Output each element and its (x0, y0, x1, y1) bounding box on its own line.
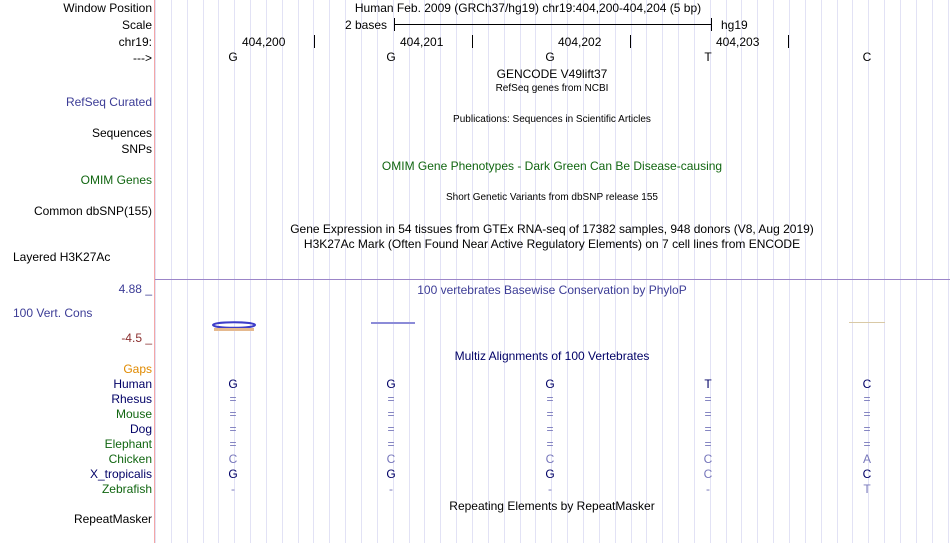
alignment-base: C (862, 467, 872, 481)
alignment-base: C (228, 452, 238, 466)
grid-line (187, 0, 188, 543)
species-label-human[interactable]: Human (113, 377, 152, 391)
grid-line (948, 0, 949, 543)
alignment-base: = (863, 407, 871, 421)
alignment-base: = (863, 422, 871, 436)
alignment-base: = (229, 392, 237, 406)
grid-line (631, 0, 632, 543)
track-label-dbsnp[interactable]: Common dbSNP(155) (33, 204, 152, 218)
h3k27ac-track-title: H3K27Ac Mark (Often Found Near Active Regulatory Elements) on 7 cell lines from ENCODE (303, 237, 801, 251)
alignment-base: = (546, 422, 554, 436)
window-position-text: Human Feb. 2009 (GRCh37/hg19) chr19:404,200-404,204 (5 bp) (354, 1, 702, 15)
conservation-mark-1 (213, 322, 255, 328)
species-label-x_tropicalis[interactable]: X_tropicalis (89, 467, 152, 481)
grid-line (805, 0, 806, 543)
species-label-elephant[interactable]: Elephant (104, 437, 152, 451)
assembly-label: hg19 (721, 18, 748, 32)
scale-label: Scale (121, 18, 152, 32)
alignment-base: = (229, 422, 237, 436)
position-label: 404,203 (716, 35, 760, 49)
alignment-base: C (703, 452, 713, 466)
alignment-base: = (863, 437, 871, 451)
grid-line (773, 0, 774, 543)
grid-line (377, 0, 378, 543)
alignment-base: G (386, 467, 396, 481)
alignment-base: G (545, 467, 555, 481)
species-label-rhesus[interactable]: Rhesus (111, 392, 152, 406)
grid-line (409, 0, 410, 543)
window-position-label: Window Position (63, 1, 152, 15)
track-label-cons[interactable]: 100 Vert. Cons (13, 306, 93, 320)
conservation-mark-2 (371, 322, 415, 324)
alignment-base: T (863, 482, 871, 496)
strand-label[interactable]: ---> (133, 51, 152, 65)
track-label-snps[interactable]: SNPs (121, 142, 152, 156)
alignment-base: - (389, 482, 393, 496)
grid-line (884, 0, 885, 543)
track-label-gaps[interactable]: Gaps (123, 362, 152, 376)
grid-line (171, 0, 172, 543)
alignment-base: G (228, 467, 238, 481)
track-label-sequences[interactable]: Sequences (91, 126, 152, 140)
alignment-base: - (706, 482, 710, 496)
grid-line (821, 0, 822, 543)
grid-line (837, 0, 838, 543)
alignment-base: T (704, 377, 712, 391)
alignment-base: = (387, 437, 395, 451)
alignment-base: = (229, 407, 237, 421)
grid-line (741, 0, 742, 543)
alignment-base: = (863, 392, 871, 406)
refseq-track-title: RefSeq genes from NCBI (495, 83, 609, 94)
alignment-base: C (386, 452, 396, 466)
alignment-base: = (704, 437, 712, 451)
alignment-base: G (228, 377, 238, 391)
reference-base: G (545, 50, 555, 64)
grid-line (900, 0, 901, 543)
phylop-min-value: -4.5 _ (121, 331, 152, 345)
grid-line (852, 0, 853, 543)
alignment-base: C (545, 452, 555, 466)
grid-line (203, 0, 204, 543)
alignment-base: = (546, 437, 554, 451)
position-label: 404,202 (558, 35, 602, 49)
alignment-base: - (231, 482, 235, 496)
alignment-base: = (387, 422, 395, 436)
position-label: 404,201 (400, 35, 444, 49)
reference-base: C (862, 50, 872, 64)
grid-line (726, 0, 727, 543)
reference-base: T (704, 50, 712, 64)
alignment-base: G (545, 377, 555, 391)
gtex-track-title: Gene Expression in 54 tissues from GTEx RNA-seq of 17382 samples, 948 donors (V8, Aug 2019) (290, 222, 814, 236)
track-label-column (0, 0, 155, 543)
grid-line (646, 0, 647, 543)
alignment-base: = (546, 392, 554, 406)
grid-line (440, 0, 441, 543)
omim-track-title: OMIM Gene Phenotypes - Dark Green Can Be Disease-causing (381, 159, 723, 173)
alignment-base: - (548, 482, 552, 496)
grid-line (329, 0, 330, 543)
alignment-base: = (546, 407, 554, 421)
alignment-base: = (387, 392, 395, 406)
scale-bar-right-tick (711, 18, 712, 31)
dbsnp-track-title: Short Genetic Variants from dbSNP release 155 (446, 192, 658, 203)
position-tick (472, 35, 473, 48)
scale-bar-left-tick (394, 18, 395, 31)
phylop-track-title: 100 vertebrates Basewise Conservation by PhyloP (417, 283, 687, 297)
grid-line (678, 0, 679, 543)
species-label-mouse[interactable]: Mouse (115, 407, 152, 421)
grid-line (218, 0, 219, 543)
scale-bar (394, 24, 712, 25)
alignment-base: = (704, 392, 712, 406)
position-tick (788, 35, 789, 48)
grid-line (694, 0, 695, 543)
track-divider (155, 279, 950, 280)
alignment-base: = (387, 407, 395, 421)
grid-line (488, 0, 489, 543)
grid-line (472, 0, 473, 543)
multiz-track-title: Multiz Alignments of 100 Vertebrates (454, 349, 650, 363)
reference-base: G (386, 50, 396, 64)
grid-line (916, 0, 917, 543)
gencode-track-title: GENCODE V49lift37 (496, 67, 608, 81)
track-label-h3k27ac[interactable]: Layered H3K27Ac (13, 250, 111, 264)
conservation-mark-5 (849, 322, 885, 323)
grid-line (298, 0, 299, 543)
grid-line (345, 0, 346, 543)
grid-line (313, 0, 314, 543)
reference-base: G (228, 50, 238, 64)
grid-line (662, 0, 663, 543)
species-label-zebrafish[interactable]: Zebrafish (101, 482, 152, 496)
grid-line (155, 0, 156, 543)
alignment-base: C (862, 377, 872, 391)
species-label-dog[interactable]: Dog (129, 422, 152, 436)
scale-text: 2 bases (345, 18, 388, 32)
position-tick (630, 35, 631, 48)
grid-line (424, 0, 425, 543)
publications-track-title: Publications: Sequences in Scientific Articles (453, 114, 651, 125)
alignment-base: A (862, 452, 872, 466)
grid-line (361, 0, 362, 543)
grid-line (615, 0, 616, 543)
alignment-base: = (229, 437, 237, 451)
grid-line (757, 0, 758, 543)
grid-line (282, 0, 283, 543)
track-data-area[interactable] (155, 0, 950, 543)
track-label-repeatmasker[interactable]: RepeatMasker (73, 512, 152, 526)
grid-line (789, 0, 790, 543)
conservation-graph (155, 315, 950, 335)
position-label: 404,200 (242, 35, 286, 49)
grid-line (266, 0, 267, 543)
alignment-base: G (386, 377, 396, 391)
phylop-max-value: 4.88 _ (118, 282, 152, 296)
track-label-omim[interactable]: OMIM Genes (80, 173, 152, 187)
species-label-chicken[interactable]: Chicken (108, 452, 152, 466)
alignment-base: = (704, 407, 712, 421)
grid-line (456, 0, 457, 543)
alignment-base: = (704, 422, 712, 436)
position-tick (314, 35, 315, 48)
grid-line (932, 0, 933, 543)
alignment-base: C (703, 467, 713, 481)
grid-line (250, 0, 251, 543)
repeatmasker-track-title: Repeating Elements by RepeatMasker (449, 499, 655, 513)
chrom-label: chr19: (118, 35, 152, 49)
track-label-refseq[interactable]: RefSeq Curated (65, 95, 152, 109)
conservation-mark-1-low (214, 328, 254, 331)
